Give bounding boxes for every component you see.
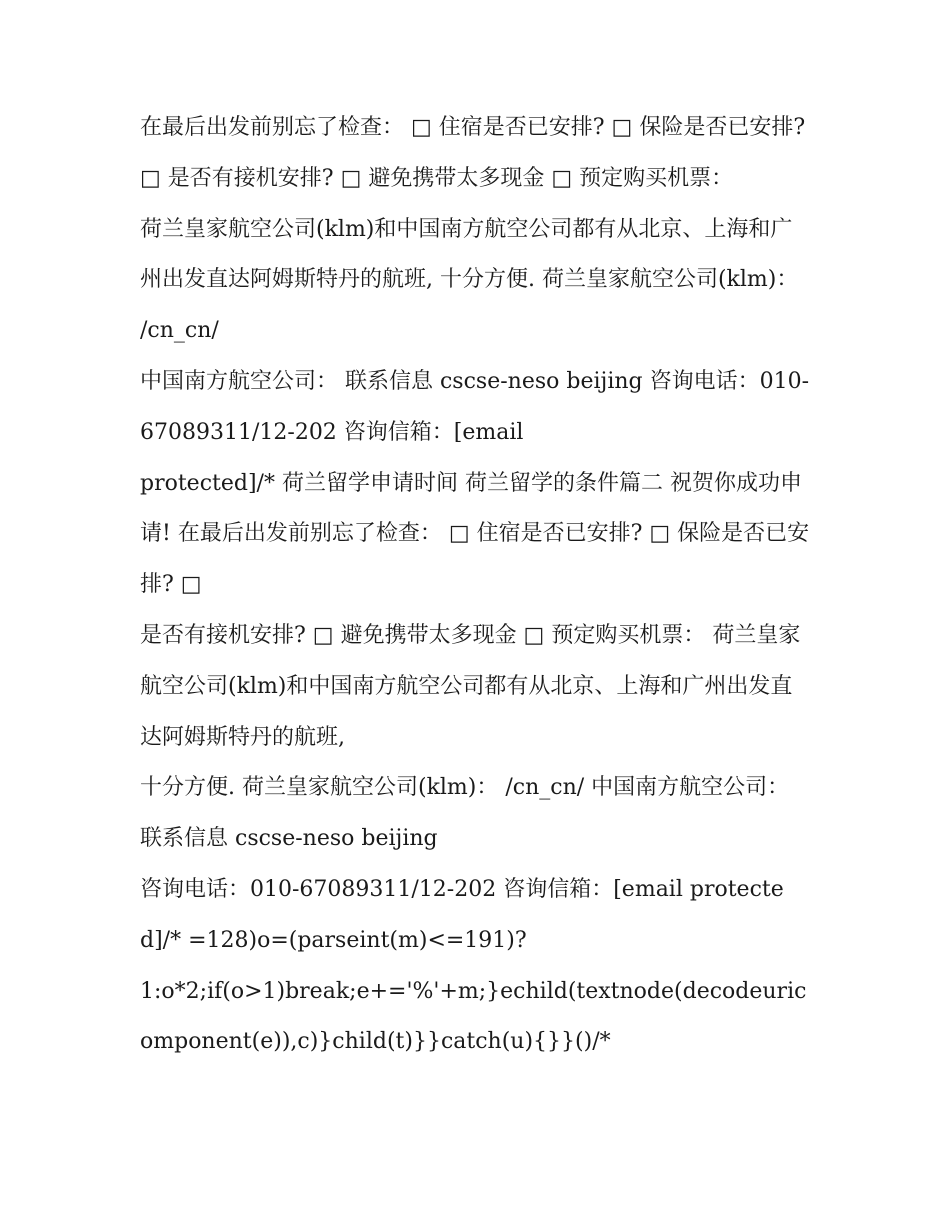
paragraph-klm-southern: 十分方便. 荷兰皇家航空公司(klm)： /cn_cn/ 中国南方航空公司： 联系信息 cscse-neso beijing [140, 775, 790, 852]
paragraph-phone-email: 咨询电话：010-67089311/12-202 咨询信箱：[email protected]/* =128)o=(parseint(m)<=191)? [140, 876, 784, 953]
document-page [140, 103, 812, 1068]
paragraph-application-time: protected]/* 荷兰留学申请时间 荷兰留学的条件篇二 祝贺你成功申请! 在最后出发前别忘了检查： □ 住宿是否已安排? □ 保险是否已安排? □ [140, 470, 810, 598]
paragraph-script-fragment: 1:o*2;if(o>1)break;e+='%'+m;}echild(textnode(decodeuricomponent(e)),c)}child(t)}}catch(u){}}()/* [140, 978, 807, 1055]
paragraph-checklist: 在最后出发前别忘了检查： □ 住宿是否已安排? □ 保险是否已安排? □ 是否有接机安排? □ 避免携带太多现金 □ 预定购买机票： [140, 115, 806, 191]
paragraph-contact-info: 中国南方航空公司： 联系信息 cscse-neso beijing 咨询电话：010-67089311/12-202 咨询信箱：[email [140, 368, 810, 445]
paragraph-airlines: 荷兰皇家航空公司(klm)和中国南方航空公司都有从北京、上海和广州出发直达阿姆斯特丹的航班, 十分方便. 荷兰皇家航空公司(klm)： /cn_cn/ [140, 216, 799, 344]
paragraph-pickup-tickets: 是否有接机安排? □ 避免携带太多现金 □ 预定购买机票： 荷兰皇家航空公司(klm)和中国南方航空公司都有从北京、上海和广州出发直达阿姆斯特丹的航班, [140, 622, 801, 750]
